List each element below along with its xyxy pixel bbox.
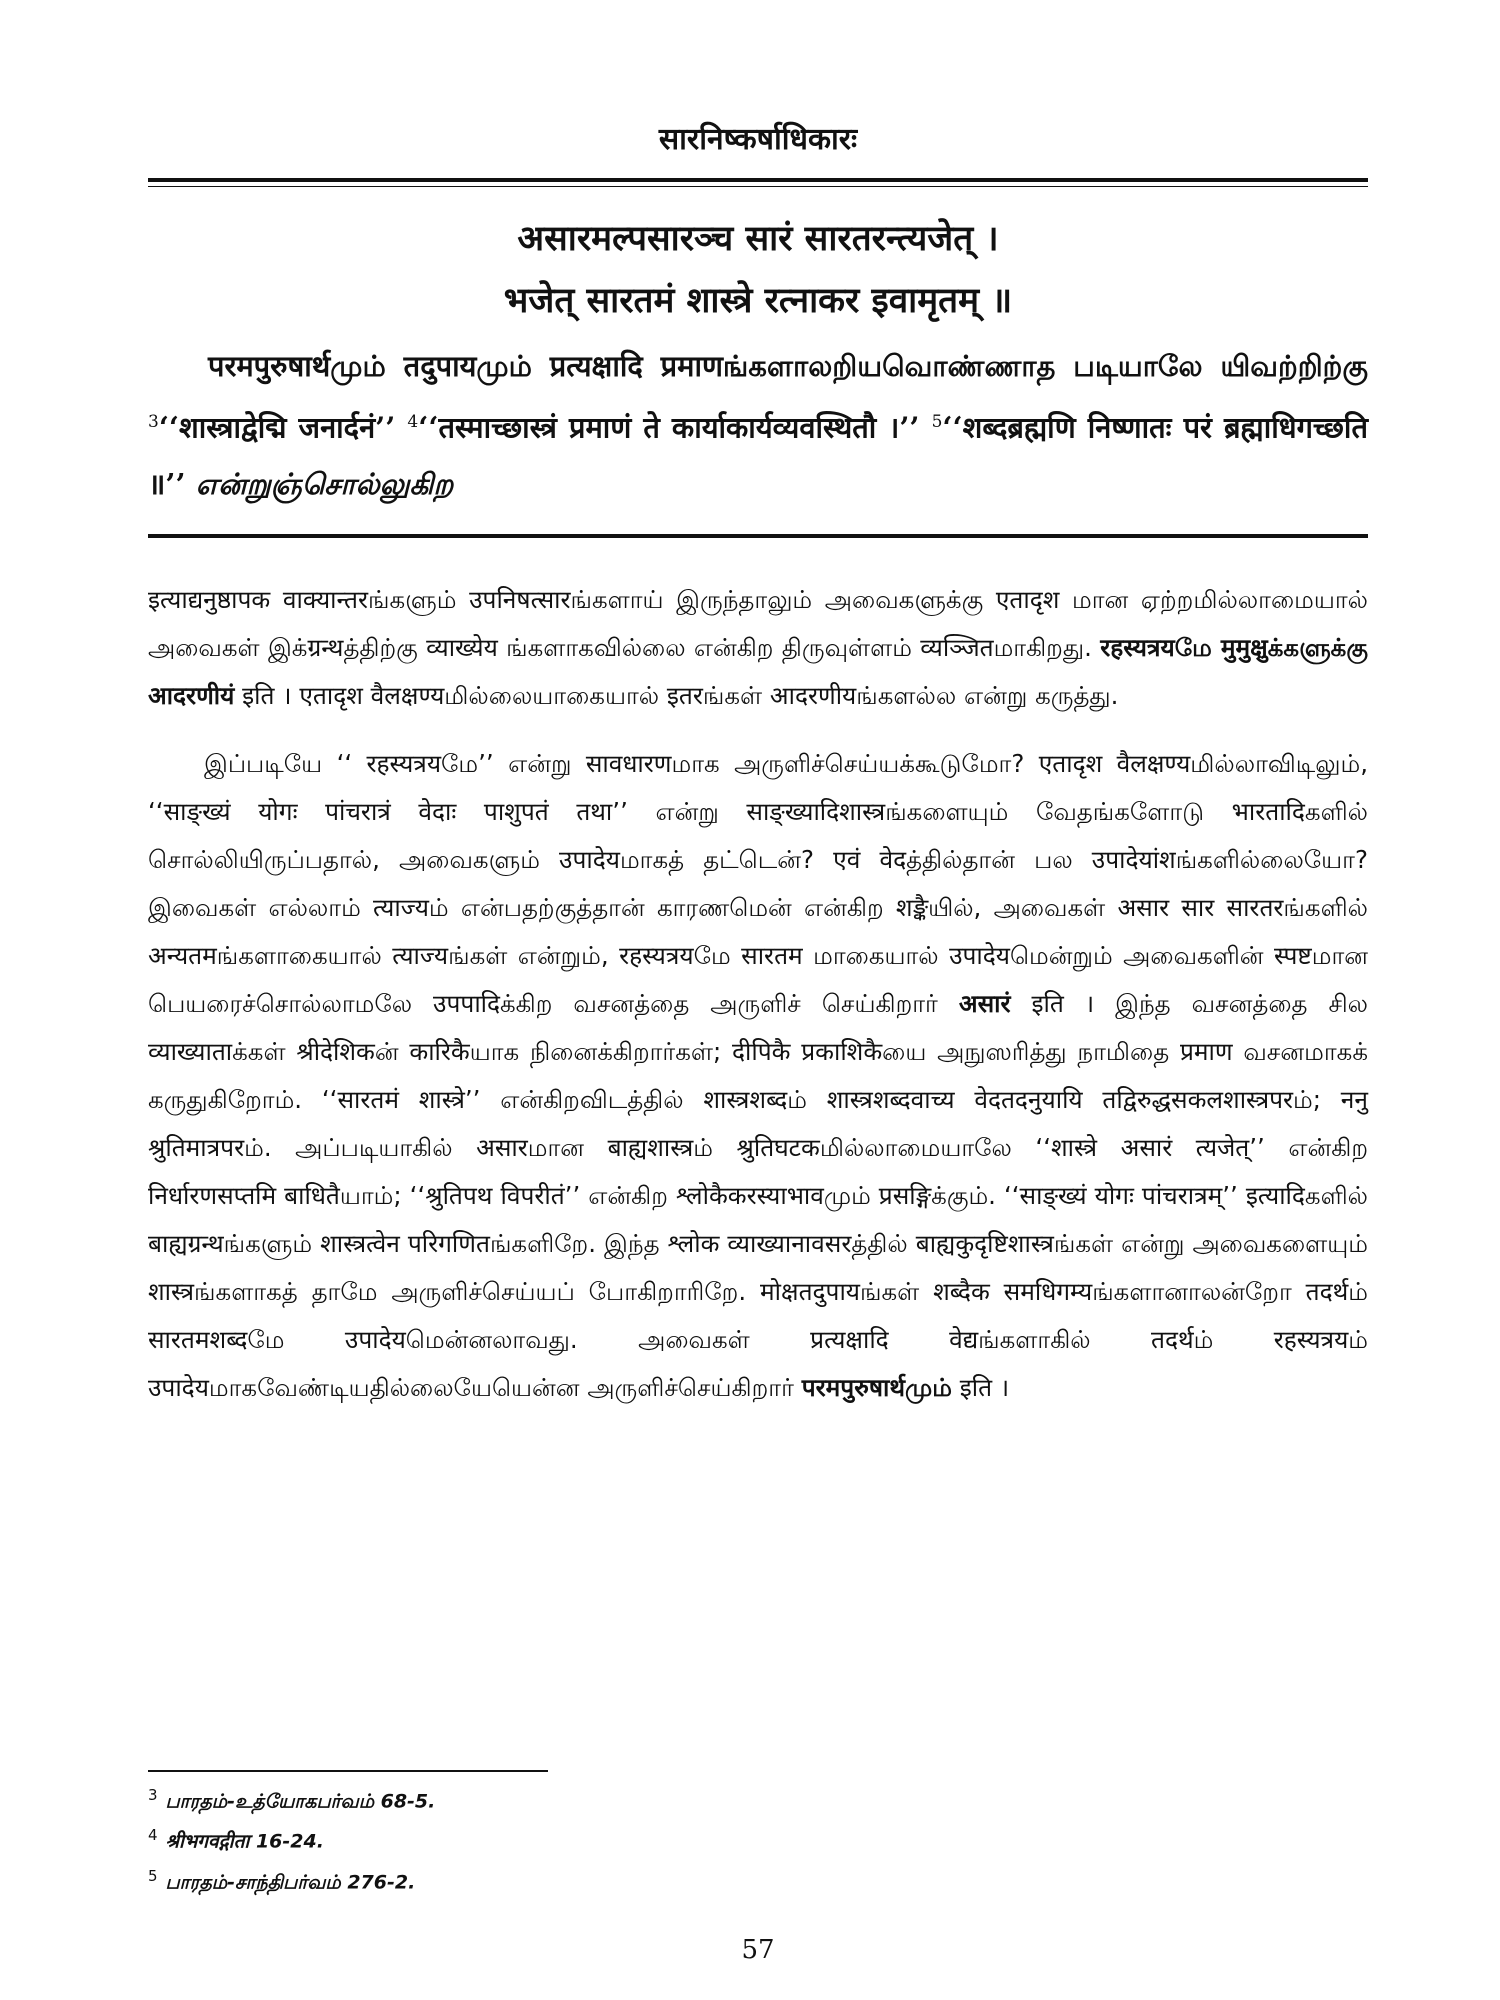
p2-bold-1: असारं [958,989,1011,1018]
footnote-ref-3[interactable]: 3 [148,412,159,432]
header-rule-thin [148,186,1368,187]
page-number: 57 [741,1935,775,1965]
verse-line-1: असारमल्पसारञ्च सारं सारतरन्त्यजेत् । [517,218,999,259]
footnote-5 [148,1859,848,1899]
footnote-ref-4[interactable]: 4 [407,412,419,432]
main-text [148,576,1368,1412]
running-head: सारनिष्कर्षाधिकारः [658,122,858,157]
commentary-end: என்றுஞ்சொல்லுகிற [195,466,454,501]
footnote-num: 4 [148,1826,158,1845]
p2-text-2: इति । இந்த வசனத்தை சில व्याख्याताக்கள் श्रीदेशिकன் कारिकैயாக நினைக்கிறார்கள்; दीपिकै प्रकाशिकैயை அநுஸரித்து நாமிதை प्रमाण வசனமாகக் கருதுகிறோம். ‘‘सारतमं शास्त्रे’’ என்கிறவிடத்தில் शास्त्रशब्दம் शास्त्रशब्दवाच्य वेदतदनुयायि तद्विरुद्धसकलशास्त्रपरம்; ननु श्रुतिमात्रपरம். அப்படியாகில் असारமான बाह्यशास्त्रம் श्रुतिघटकமில்லாமையாலே ‘‘शास्त्रे असारं त्यजेत्’’ என்கிற निर्धारणसप्तमि बाधितैயாம்; ‘‘श्रुतिपथ विपरीतं’’ என்கிற श्लोकैकरस्याभावமும் प्रसङ्गिக்கும். ‘‘साङ्ख्यं योगः पांचरात्रम्’’ इत्यादिகளில் बाह्यग्रन्थங்களும் शास्त्रत्वेन परिगणितங்களிறே. இந்த श्लोक व्याख्यानावसरத்தில் बाह्यकुदृष्टिशास्त्रங்கள் என்று அவைகளையும் शास्त्रங்களாகத் தாமே அருளிச்செய்யப் போகிறாரிறே. मोक्षतदुपायங்கள் शब्दैक समधिगम्यங்களானாலன்றோ तदर्थம் सारतमशब्दமே उपादेयமென்னலாவது. அவைகள் प्रत्यक्षादि वेद्यங்களாகில் तदर्थம் रहस्यत्रयம் उपादेयமாகவேண்டியதில்லையேயென்ன அருளிச்செய்கிறார் [148,989,1368,1402]
p2-text-1: இப்படியே ‘‘ रहस्यत्रयமே’’ என்று सावधारणமாக அருளிச்செய்யக்கூடுமோ? एतादृश वैलक्षण्यமில்லாவிடிலும், ‘‘साङ्ख्यं योगः पांचरात्रं वेदाः पाशुपतं तथा’’ என்று साङ्ख्यादिशास्त्रங்களையும் வேதங்களோடு भारतादिகளில் சொல்லியிருப்பதால், அவைகளும் उपादेयமாகத் தட்டென்? एवं वेदத்தில்தான் பல उपादेयांशங்களில்லையோ? இவைகள் எல்லாம் त्याज्यம் என்பதற்குத்தான் காரணமென் என்கிற शङ्कैயில், அவைகள் असार सार सारतरங்களில் अन्यतमங்களாகையால் त्याज्यங்கள் என்றும், रहस्यत्रयமே सारतम மாகையால் उपादेयமென்றும் அவைகளின் स्पष्टமான பெயரைச்சொல்லாமலே उपपादिக்கிற வசனத்தை அருளிச் செய்கிறார் [148,749,1368,1018]
footnote-num: 3 [148,1786,158,1804]
footnote-ref-5[interactable]: 5 [931,412,943,432]
footnotes [148,1778,848,1899]
p1-text: इत्याद्यनुष्ठापक वाक्यान्तरங்களும் उपनिषत्सारங்களாய் இருந்தாலும் அவைகளுக்கு एतादृश மான ஏற்றமில்லாமையால் அவைகள் இக்ग्रन्थத்திற்கு व्याख्येय ங்களாகவில்லை என்கிற திருவுள்ளம் व्यञ्जितமாகிறது. [148,585,1368,662]
p1-after: इति । एतादृश वैलक्षण्यமில்லையாகையால் इतरங்கள் आदरणीयங்களல்ல என்று கருத்து. [242,681,1119,710]
footnote-text: பாரதம்-சாந்திபர்வம் 276-2. [165,1870,416,1893]
commentary-intro: परमपुरुषार्थமும் तदुपायமும் प्रत्यक्षादि प्रमाणங்களாலறியவொண்ணாத படியாலே யிவற்றிற்கு [208,349,1368,383]
p2-text-3: इति । [959,1373,1010,1402]
p1-bold: रहस्यत्रयமே मुमुक्षुக்களுக்கு आदरणीयं [148,633,1368,710]
footnote-4 [148,1818,848,1858]
footnote-3 [148,1778,848,1818]
footnote-num: 5 [148,1866,158,1885]
quote-1: ‘‘शास्त्राद्वेद्मि जनार्दनं’’ [158,410,396,445]
sloka-verse [148,208,1368,332]
quote-3: ‘‘शब्दब्रह्मणि निष्णातः परं ब्रह्माधिगच्छति ॥’’ [148,410,1368,501]
quote-2: ‘‘तस्माच्छास्त्रं प्रमाणं ते कार्याकार्यव्यवस्थितौ ।’’ [418,410,920,445]
verse-line-2: भजेत् सारतमं शास्त्रे रत्नाकर इवामृतम् ॥ [503,280,1013,321]
commentary-block [148,338,1368,512]
footnote-text: பாரதம்-உத்யோகபர்வம் 68-5. [165,1790,436,1813]
header-rule-thick [148,178,1368,182]
section-rule [148,534,1368,538]
footnote-rule [148,1770,548,1772]
footnote-text: श्रीभगवद्गीता 16-24. [165,1830,324,1853]
paragraph-1 [148,576,1368,720]
paragraph-2 [148,740,1368,1412]
p2-bold-2: परमपुरुषार्थமும் [801,1373,952,1402]
